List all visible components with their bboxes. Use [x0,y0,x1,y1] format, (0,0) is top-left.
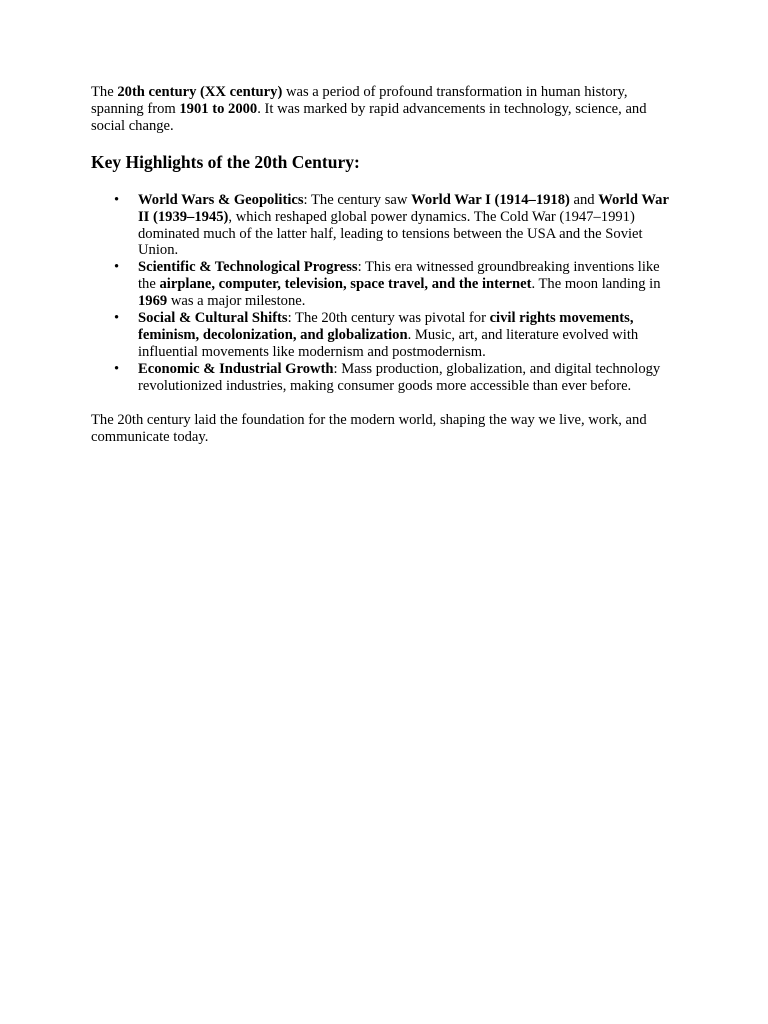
list-item-title: Economic & Industrial Growth [138,360,334,377]
intro-bold-years: 1901 to 2000 [179,100,258,117]
list-item-text: : Mass production, globalization, and digital technology revolutionized industries, making consumer goods more accessible than ever before. [138,360,661,394]
list-item-economic [138,361,681,395]
list-item-text: , which reshaped global power dynamics. The Cold War (1947–1991) dominated much of the latter half, leading to tensions between the USA and the Soviet Union. [138,208,643,259]
list-item-text: : The century saw [303,191,412,208]
list-item-bold: 1969 [138,293,168,310]
list-item-text: was a major milestone. [167,293,306,310]
list-item-bold: civil rights movements, feminism, decolonization, and globalization [138,310,634,343]
intro-text: The [91,84,118,100]
list-item-social-cultural [138,310,681,361]
list-item-bold: World War II (1939–1945) [138,191,669,225]
list-item-title: Scientific & Technological Progress [138,259,358,276]
intro-bold-century: 20th century (XX century) [117,84,283,100]
highlights-list [91,192,681,395]
list-item-text: . Music, art, and literature evolved with influential movements like modernism and postmodernism. [138,326,639,360]
list-item-bold: World War I (1914–1918) [411,191,570,208]
list-item-text: : This era witnessed groundbreaking inventions like the [138,259,660,293]
list-item-title: World Wars & Geopolitics [138,191,304,208]
list-item-world-wars [138,192,681,260]
section-heading: Key Highlights of the 20th Century: [91,151,360,172]
list-item-text: . The moon landing in [531,276,661,293]
document-page [91,84,681,445]
list-item-title: Social & Cultural Shifts [138,310,288,327]
conclusion-paragraph: The 20th century laid the foundation for the modern world, shaping the way we live, work, and communicate today. [91,411,647,445]
list-item-science-tech [138,259,681,310]
intro-paragraph [91,84,681,135]
list-item-text: and [569,191,599,208]
intro-text: . It was marked by rapid advancements in technology, science, and social change. [91,100,647,134]
intro-text: was a period of profound transformation in human history, spanning from [91,84,628,117]
list-item-text: : The 20th century was pivotal for [287,310,490,327]
list-item-bold: airplane, computer, television, space travel, and the internet [159,276,532,293]
